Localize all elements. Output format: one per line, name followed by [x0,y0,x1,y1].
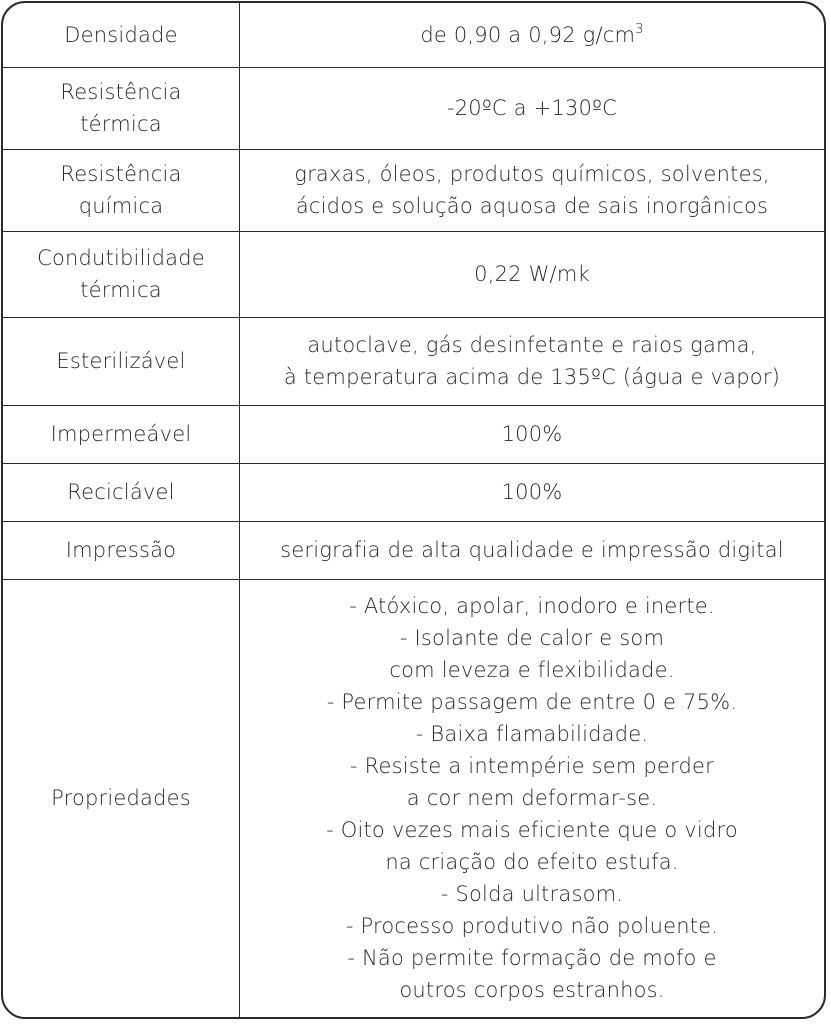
row-value [240,317,825,405]
list-item: - Atóxico, apolar, inodoro e inerte. [349,594,715,619]
row-label-line: Densidade [64,22,178,47]
row-value-line: autoclave, gás desinfetante e raios gama, [307,333,757,357]
list-item: na criação do efeito estufa. [385,850,679,875]
spec-table [3,3,824,1017]
list-item: - Baixa flamabilidade. [415,722,649,747]
row-label-line: Resistência [60,80,182,104]
properties-list [240,579,825,1017]
row-label: Impermeável [3,405,240,463]
row-label: Propriedades [3,579,240,1017]
row-label [3,67,240,149]
list-item: com leveza e flexibilidade. [389,658,675,683]
row-label-line: química [78,194,164,218]
row-value-text: de 0,90 a 0,92 g/cm [420,22,636,47]
table-row-impressao [3,521,824,579]
row-value-line: graxas, óleos, produtos químicos, solventes, [294,162,770,186]
row-value-line: ácidos e solução aquosa de sais inorgânicos [295,194,769,218]
table-row-condutibilidade [3,231,824,317]
spec-table-frame [1,1,826,1019]
row-label [3,317,240,405]
row-label: Reciclável [3,463,240,521]
row-value: 100% [240,463,825,521]
table-row-densidade [3,3,824,67]
row-value [240,67,825,149]
row-value-line: 0,22 W/mk [474,262,590,286]
row-label-line: térmica [80,278,162,302]
row-label-line: Resistência [60,162,182,186]
list-item: - Isolante de calor e som [399,626,665,651]
row-label [3,3,240,67]
row-value [240,3,825,67]
list-item: - Processo produtivo não poluente. [345,914,719,939]
row-value: serigrafia de alta qualidade e impressão digital [240,521,825,579]
row-value-line: -20ºC a +130ºC [446,96,618,120]
table-row-resistencia-quimica [3,149,824,231]
list-item: - Permite passagem de entre 0 e 75%. [326,690,738,715]
list-item: - Não permite formação de mofo e [347,946,717,971]
row-label-line: térmica [80,112,162,136]
table-row-reciclavel [3,463,824,521]
table-row-propriedades [3,579,824,1017]
superscript: 3 [635,21,644,37]
list-item: a cor nem deformar-se. [406,786,658,811]
row-value: 100% [240,405,825,463]
list-item: - Solda ultrasom. [440,882,624,907]
row-value [240,149,825,231]
list-item: - Oito vezes mais eficiente que o vidro [326,818,738,843]
table-row-resistencia-termica [3,67,824,149]
list-item: - Resiste a intempérie sem perder [350,754,714,779]
table-row-impermeavel [3,405,824,463]
row-value [240,231,825,317]
row-label: Impressão [3,521,240,579]
row-label-line: Condutibilidade [37,246,205,270]
row-value-line: à temperatura acima de 135ºC (água e vapor) [283,365,781,389]
table-row-esterilizavel [3,317,824,405]
row-value-line [246,19,818,51]
list-item: outros corpos estranhos. [399,978,665,1003]
row-label [3,149,240,231]
row-label-line: Esterilizável [56,349,186,373]
row-label [3,231,240,317]
